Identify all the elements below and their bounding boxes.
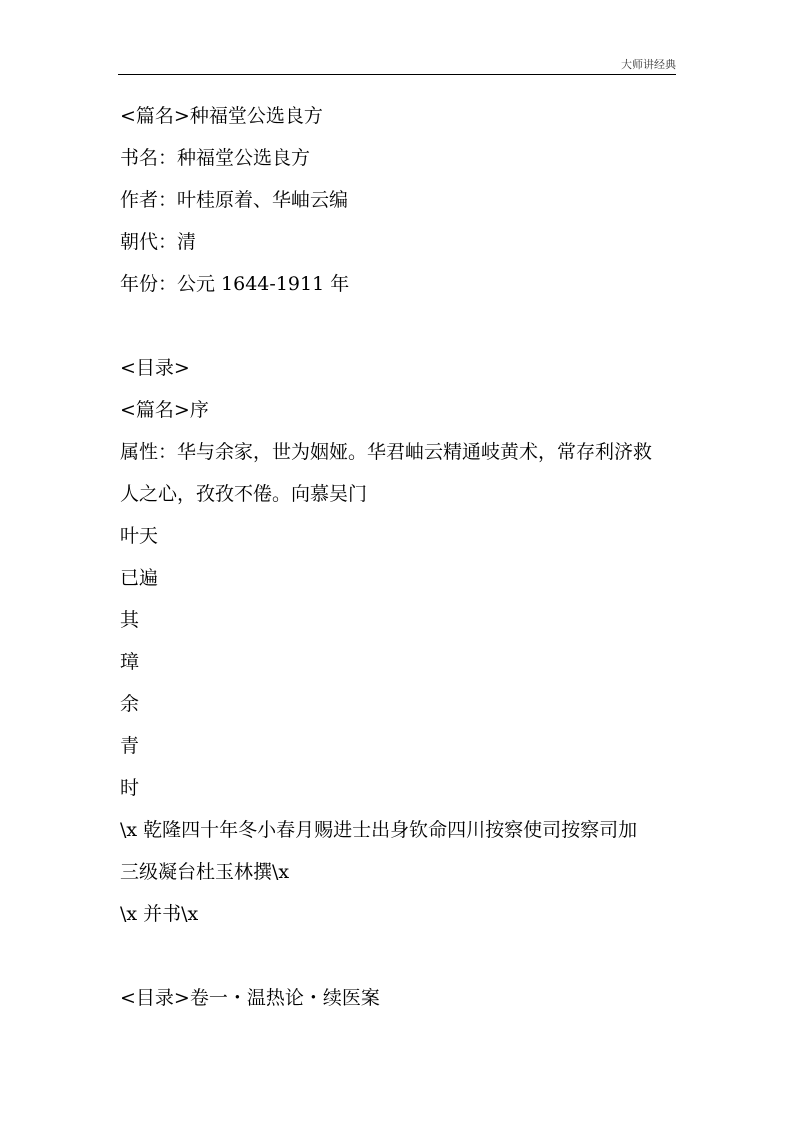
text-line: 属性：华与余家，世为姻娅。华君岫云精通岐黄术，常存利济救: [120, 441, 653, 463]
text-line: 书名：种福堂公选良方: [120, 147, 311, 169]
blank-line: [120, 305, 690, 347]
text-line: 青: [120, 735, 140, 757]
document-body: [120, 95, 690, 1019]
text-line: 其: [120, 609, 140, 631]
page-header: 大师讲经典: [621, 58, 676, 71]
text-line: 人之心，孜孜不倦。向慕吴门: [120, 483, 368, 505]
text-line: 已遍: [120, 567, 159, 589]
text-line: 余: [120, 693, 140, 715]
text-line: <目录>卷一・温热论・续医案: [120, 987, 380, 1009]
text-line: 璋: [120, 651, 140, 673]
text-line: 叶天: [120, 525, 159, 547]
text-line: 年份：公元 1644-1911 年: [120, 273, 350, 295]
text-line: 三级凝台杜玉林撰\x: [120, 861, 290, 883]
blank-line: [120, 935, 690, 977]
text-line: <篇名>序: [120, 399, 209, 421]
text-line: 作者：叶桂原着、华岫云编: [120, 189, 349, 211]
text-line: 朝代：清: [120, 231, 197, 253]
text-line: <篇名>种福堂公选良方: [120, 105, 323, 127]
text-line: 时: [120, 777, 140, 799]
text-line: <目录>: [120, 357, 190, 379]
text-line: \x 并书\x: [120, 903, 199, 925]
text-line: \x 乾隆四十年冬小春月赐进士出身钦命四川按察使司按察司加: [120, 819, 638, 841]
header-divider: [118, 74, 676, 75]
